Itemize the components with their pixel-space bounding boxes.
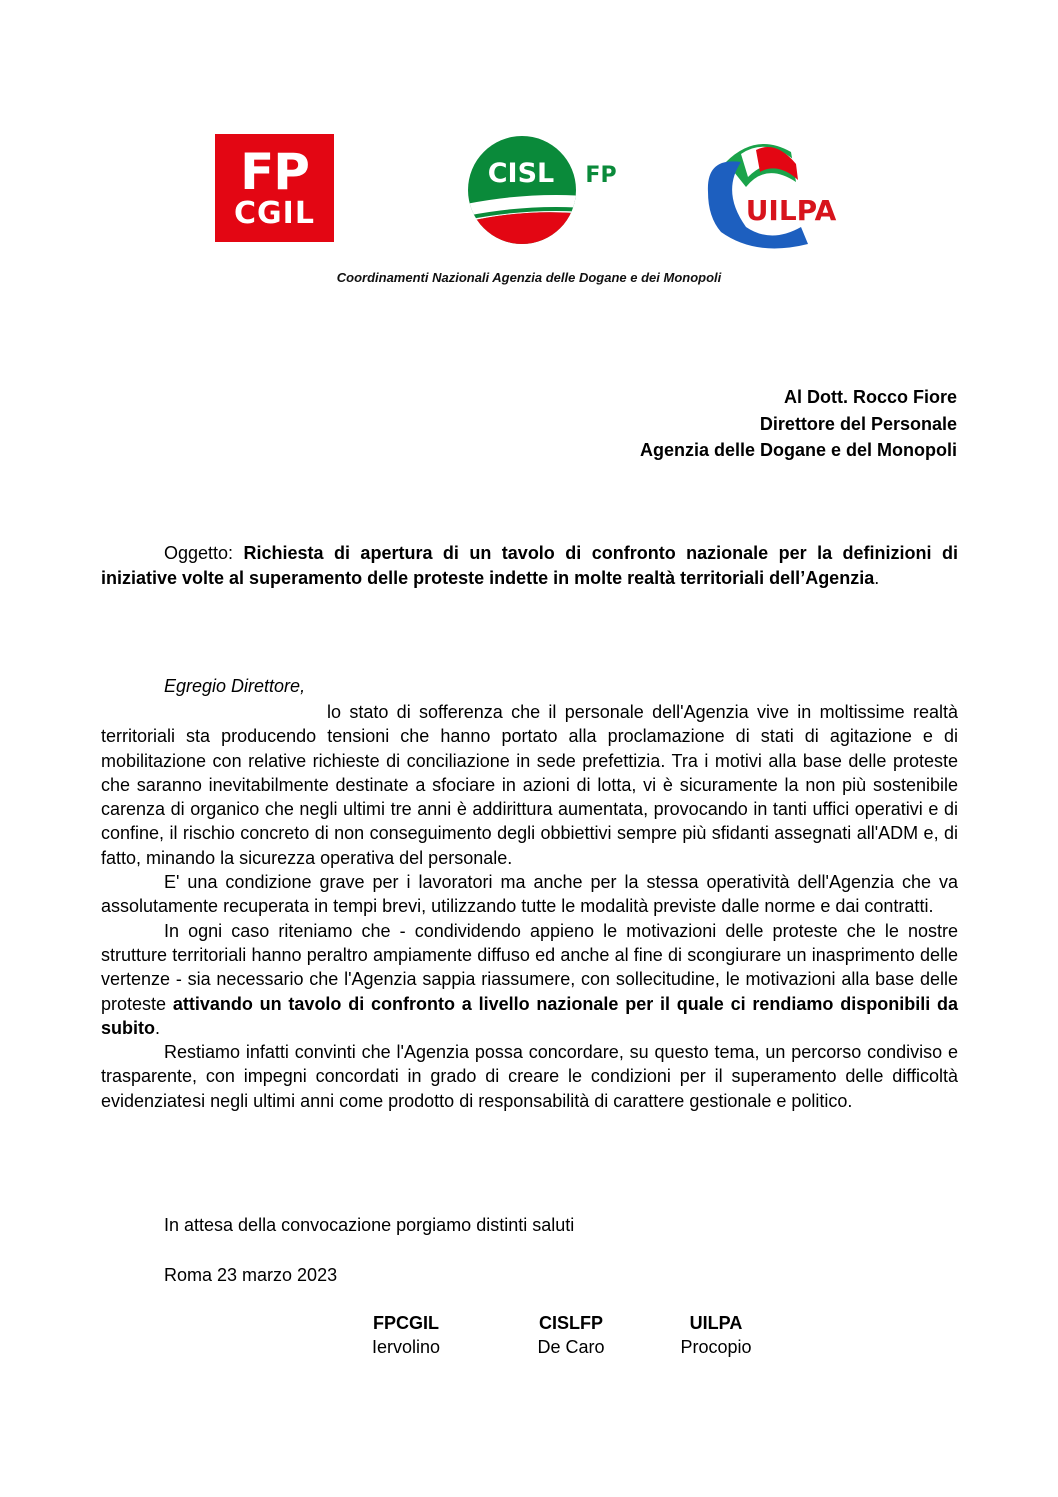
paragraph-3-end: . xyxy=(155,1017,161,1038)
recipient-role: Direttore del Personale xyxy=(759,413,957,434)
signature-uilpa xyxy=(646,1311,786,1359)
signature-org: UILPA xyxy=(689,1313,743,1333)
closing: In attesa della convocazione porgiamo distinti saluti xyxy=(164,1215,575,1235)
recipient-name: Al Dott. Rocco Fiore xyxy=(783,387,957,407)
paragraph-2: E' una condizione grave per i lavoratori ma anche per la stessa operatività dell'Agenzia che va assolutamente recuperata in tempi brevi, utilizzando tutte le modalità previste dalle norme e dai contratti. xyxy=(101,872,958,917)
uilpa-logo-text: UILPA xyxy=(745,194,837,227)
subject-text: Richiesta di apertura di un tavolo di confronto nazionale per la definizioni di iniziative volte al superamento delle proteste indette in molte realtà territoriali dell’Agenzia xyxy=(101,543,958,588)
place-date: Roma 23 marzo 2023 xyxy=(164,1265,338,1285)
cisl-logo-text: CISL xyxy=(487,158,555,189)
signature-org: CISLFP xyxy=(538,1313,603,1333)
subject-label: Oggetto: xyxy=(164,543,244,563)
coordination-header: Coordinamenti Nazionali Agenzia delle Dogane e dei Monopoli xyxy=(336,270,722,285)
paragraph-1: lo stato di sofferenza che il personale dell'Agenzia vive in moltissime realtà territoriali sta producendo tensioni che hanno portato alla proclamazione di stati di agitazione e di mobilitazione con relative richieste di conciliazione in sede prefettizia. Tra i motivi alla base delle proteste che saranno inevitabilmente destinate a sfociare in azioni di lotta, vi è sicuramente la non più sostenibile carenza di organico che negli ultimi tre anni è addirittura aumentata, provocando in tanti uffici operativi e di confine, il rischio concreto di non conseguimento degli obbiettivi sempre più sfidanti assegnati all'ADM e, di fatto, minando la sicurezza operativa del personale. xyxy=(101,702,958,868)
signature-org: FPCGIL xyxy=(373,1313,439,1333)
signature-cislfp xyxy=(501,1311,641,1359)
letter-body xyxy=(101,700,958,1113)
recipient-organization: Agenzia delle Dogane e del Monopoli xyxy=(639,440,957,460)
paragraph-3-start: In ogni caso riteniamo che - condividendo appieno le motivazioni delle proteste che le nostre strutture territoriali hanno peraltro ampiamente diffuso ed anche al fine di scongiurare un inasprimento delle vertenze - sia necessario che l'Agenzia sappia riassumere, con sollecitudine, le motivazioni alla base delle proteste xyxy=(101,920,958,1014)
uilpa-logo xyxy=(696,132,846,250)
paragraph-3-bold: attivando un tavolo di confronto a livello nazionale per il quale ci rendiamo disponibili da subito xyxy=(101,993,958,1038)
cisl-logo-suffix: FP xyxy=(585,163,617,188)
signature-fpcgil xyxy=(336,1311,476,1359)
fp-cgil-logo xyxy=(215,134,334,242)
signature-name: Iervolino xyxy=(371,1337,441,1357)
subject-end: . xyxy=(874,567,880,588)
recipient-block xyxy=(640,384,957,464)
paragraph-4: Restiamo infatti convinti che l'Agenzia possa concordare, su questo tema, un percorso condiviso e trasparente, con impegni concordati in grado di creare le condizioni per il superamento delle difficoltà evidenziatesi negli ultimi anni come prodotto di responsabilità di carattere gestionale e politico. xyxy=(101,1042,958,1111)
signature-name: Procopio xyxy=(680,1337,752,1357)
salutation: Egregio Direttore, xyxy=(164,676,306,696)
fp-cgil-logo-line1: FP xyxy=(240,143,309,201)
paragraph-3 xyxy=(101,919,958,1040)
fp-cgil-logo-line2: CGIL xyxy=(234,196,315,231)
signature-name: De Caro xyxy=(537,1337,605,1357)
cisl-fp-logo xyxy=(466,134,626,246)
subject xyxy=(101,541,958,590)
